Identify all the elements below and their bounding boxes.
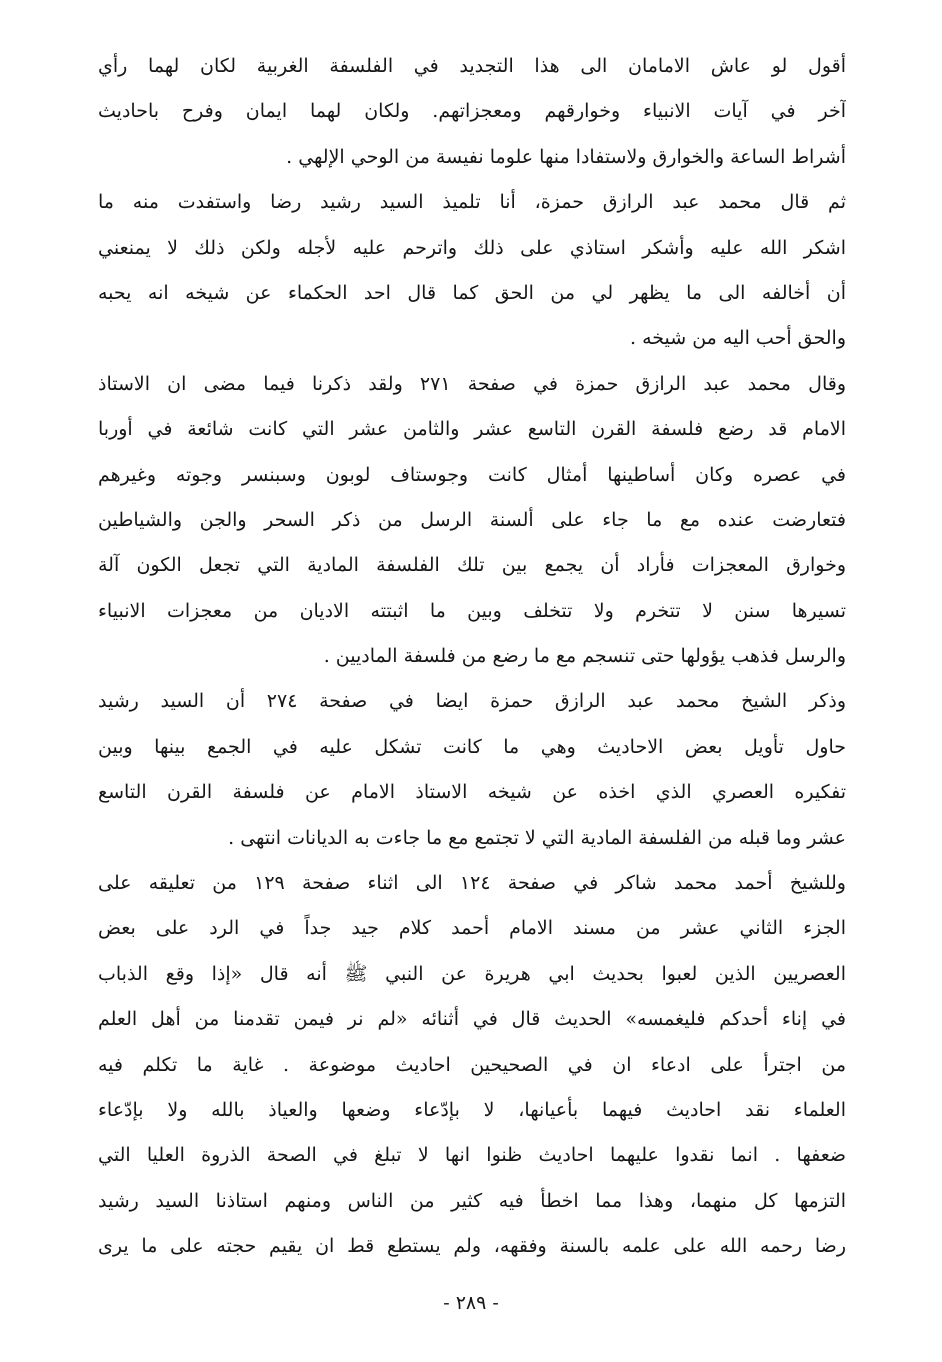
text-line: والحق أحب اليه من شيخه . (629, 327, 846, 350)
text-line: تسيرها سنن لا تتخرم ولا تتخلف وبين ما اثبتته الاديان من معجزات الانبياء (98, 599, 846, 622)
text-line: العلماء نقد احاديث فيهما بأعيانها، لا بإدّعاء وضعها والعياذ بالله ولا بإدّعاء (98, 1098, 846, 1121)
text-line: أشراط الساعة والخوارق ولاستفادا منها علوما نفيسة من الوحي الإلهي . (286, 145, 846, 168)
text-line: الامام قد رضع فلسفة القرن التاسع عشر والثامن عشر التي كانت شائعة في أوربا (98, 418, 846, 441)
page-number: - ٢٨٩ - (443, 1292, 499, 1314)
text-line: وقال محمد عبد الرازق حمزة في صفحة ٢٧١ ولقد ذكرنا فيما مضى ان الاستاذ (98, 372, 846, 395)
body-text (98, 44, 846, 1270)
text-line: وخوارق المعجزات فأراد أن يجمع بين تلك الفلسفة المادية التي تجعل الكون آلة (98, 554, 846, 577)
text-line: فتعارضت عنده مع ما جاء على ألسنة الرسل من ذكر السحر والجن والشياطين (98, 508, 846, 531)
text-line: التزمها كل منهما، وهذا مما اخطأ فيه كثير من الناس ومنهم استاذنا السيد رشيد (98, 1189, 846, 1212)
text-line: ضعفها . انما نقدوا عليهما احاديث ظنوا انها لا تبلغ في الصحة الذروة العليا التي (98, 1144, 846, 1167)
text-line: وذكر الشيخ محمد عبد الرازق حمزة ايضا في صفحة ٢٧٤ أن السيد رشيد (98, 690, 846, 713)
text-line: وللشيخ أحمد محمد شاكر في صفحة ١٢٤ الى اثناء صفحة ١٢٩ من تعليقه على (98, 872, 846, 895)
text-line: أقول لو عاش الامامان الى هذا التجديد في الفلسفة الغربية لكان لهما رأي (98, 55, 846, 77)
text-line: تفكيره العصري الذي اخذه عن شيخه الاستاذ الامام عن فلسفة القرن التاسع (98, 781, 846, 804)
text-line: العصريين الذين لعبوا بحديث ابي هريرة عن النبي ﷺ أنه قال «إذا وقع الذباب (98, 962, 846, 985)
text-line: اشكر الله عليه وأشكر استاذي على ذلك واترحم عليه لأجله ولكن ذلك لا يمنعني (98, 236, 846, 259)
text-line: ثم قال محمد عبد الرازق حمزة، أنا تلميذ السيد رشيد رضا واستفدت منه ما (98, 191, 846, 214)
text-line: الجزء الثاني عشر من مسند الامام أحمد كلام جيد جداً في الرد على بعض (98, 917, 846, 940)
text-line: في إناء أحدكم فليغمسه» الحديث قال في أثنائه «لم نر فيمن تقدمنا من أهل العلم (98, 1008, 846, 1031)
text-line: في عصره وكان أساطينها أمثال كانت وجوستاف لوبون وسبنسر وجوته وغيرهم (98, 463, 846, 486)
text-line: حاول تأويل بعض الاحاديث وهي ما كانت تشكل عليه في الجمع بينها وبين (98, 735, 846, 758)
text-line: آخر في آيات الانبياء وخوارقهم ومعجزاتهم. ولكان لهما ايمان وفرح باحاديث (98, 100, 846, 123)
text-line: رضا رحمه الله على علمه بالسنة وفقهه، ولم يستطع قط ان يقيم حجته على ما يرى (98, 1235, 846, 1258)
text-line: والرسل فذهب يؤولها حتى تنسجم مع ما رضع من فلسفة الماديين . (323, 645, 846, 668)
text-line: عشر وما قبله من الفلسفة المادية التي لا تجتمع مع ما جاءت به الديانات انتهى . (228, 826, 846, 849)
text-line: أن أخالفه الى ما يظهر لي من الحق كما قال احد الحكماء عن شيخه انه يحبه (98, 281, 846, 304)
text-line: من اجترأ على ادعاء ان في الصحيحين احاديث موضوعة . غاية ما تكلم فيه (98, 1053, 846, 1076)
